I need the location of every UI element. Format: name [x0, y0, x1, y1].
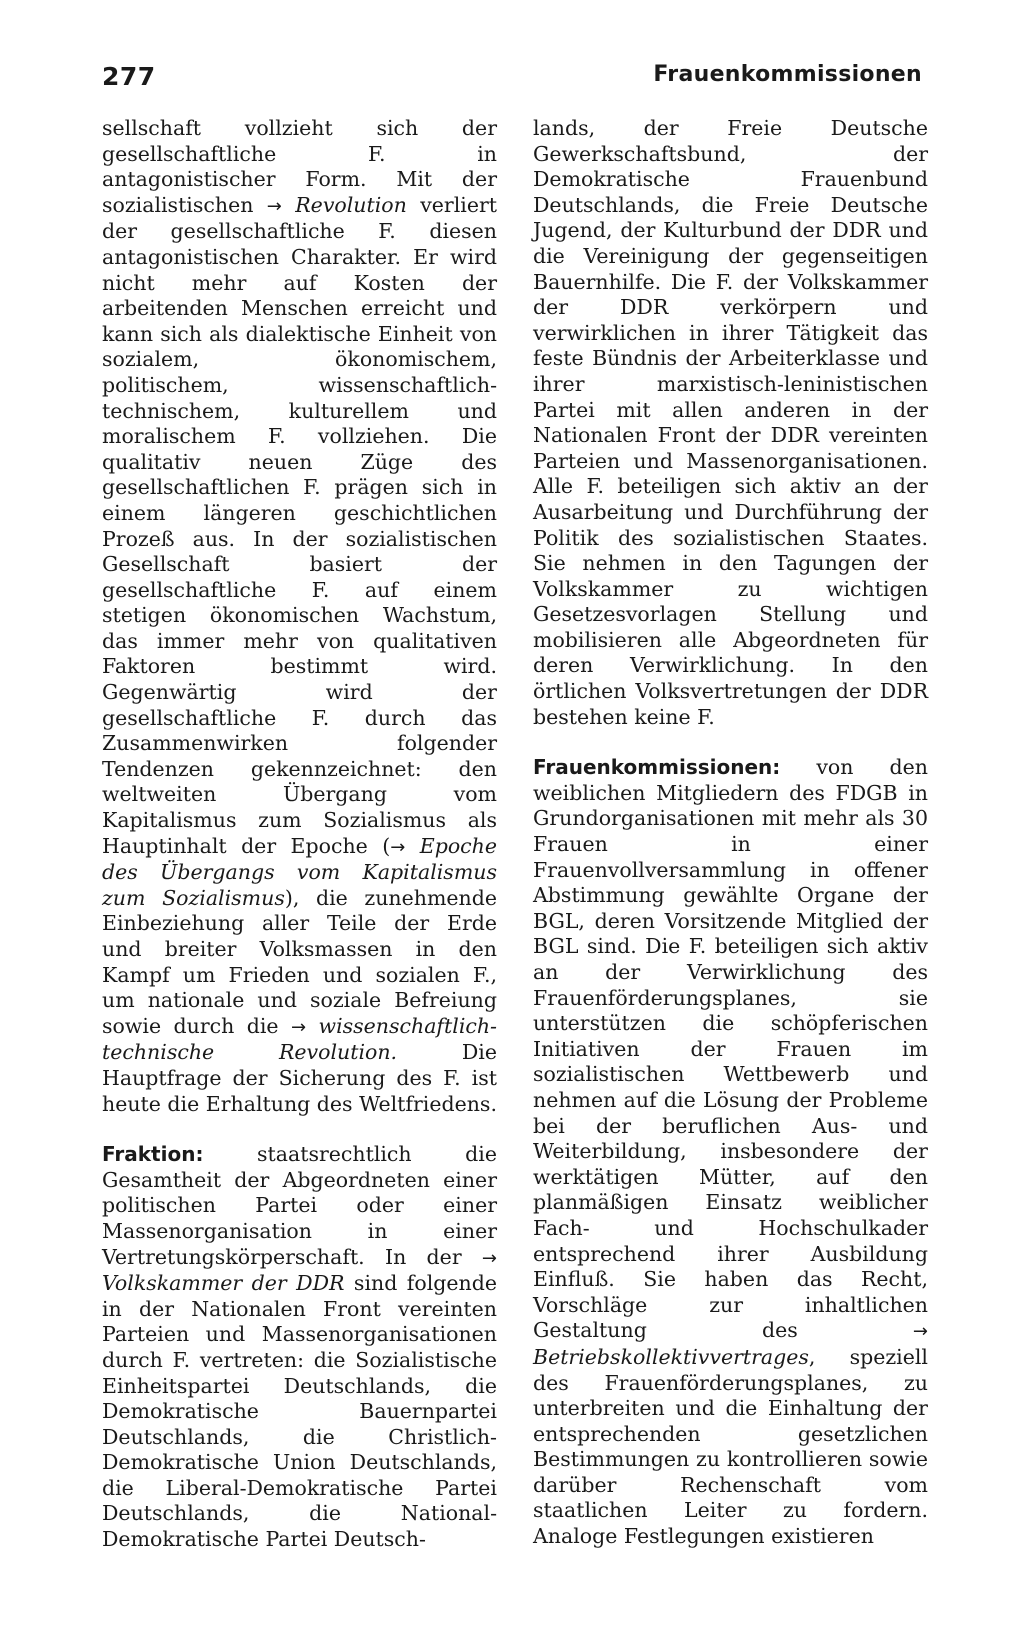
text-run: sellschaft vollzieht sich der gesellschaftliche F. in antagonistischer Form. Mit der sozialistischen [102, 116, 497, 217]
cross-reference-arrow-icon: → [291, 1016, 307, 1038]
page-number: 277 [102, 62, 156, 91]
right-column [533, 116, 928, 1550]
running-head: Frauenkommissionen [653, 62, 922, 87]
text-run: ), die zunehmende Einbeziehung aller Teile der Erde und breiter Volksmassen in den Kampf um Frieden und sozialen F., um nationale und soziale Befreiung sowie durch die [102, 885, 498, 1038]
cross-reference-wtr: wissenschaftlich-technische Revolution. [102, 1013, 497, 1065]
entry-frauenkommissionen [533, 755, 928, 1549]
text-run: Die Hauptfrage der Sicherung des F. ist heute die Erhaltung des Weltfriedens. [102, 1040, 497, 1116]
entry-fortschritt-continuation [102, 116, 497, 1117]
cross-reference-betriebskollektivvertrag: Betriebskollektivvertrages [533, 1344, 809, 1369]
entry-fraktion [102, 1142, 497, 1553]
text-run: verliert der gesellschaftliche F. diesen antagonistischen Charakter. Er wird nicht mehr auf Kosten der arbeitenden Menschen erreicht und kann sich als dialektische Einheit von sozialem, ökonomischem, politischem, wissenschaftlich-technischem, kulturellem und moralischem F. vollziehen. Die qualitativ neuen Züge des gesellschaftlichen F. prägen sich in einem längeren geschichtlichen Prozeß aus. In der sozialistischen Gesellschaft basiert der gesellschaftliche F. auf einem stetigen ökonomischen Wachstum, das immer mehr von qualitativen Faktoren bestimmt wird. Gegenwärtig wird der gesellschaftliche F. durch das Zusammenwirken folgender Tendenzen gekennzeichnet: den weltweiten Übergang vom Kapitalismus zum Sozialismus als Hauptinhalt der Epoche ( [102, 192, 497, 858]
text-run: sind folgende in der Nationalen Front vereinten Parteien und Massenorganisationen durch F. vertreten: die Sozialistische Einheitspartei Deutschlands, die Demokratische Bauernpartei Deutschlands, die Christlich-Demokratische Union Deutschlands, die Liberal-Demokratische Partei Deutschlands, die National-Demokratische Partei Deutsch- [102, 1271, 497, 1552]
cross-reference-arrow-icon: → [912, 1321, 928, 1343]
text-run: staatsrechtlich die Gesamtheit der Abgeordneten einer politischen Partei oder einer Massenorganisation in einer Vertretungskörperschaft. In der [102, 1142, 497, 1269]
cross-reference-epoche: Epoche des Übergangs vom Kapitalismus zum Sozialismus [102, 833, 497, 910]
page-header [102, 62, 922, 98]
cross-reference-arrow-icon: → [481, 1247, 497, 1269]
text-run: , speziell des Frauenförderungsplanes, zu unterbreiten und die Einhaltung der entsprechenden gesetzlichen Bestimmungen zu kontrollieren sowie darüber Rechenschaft vom staatlichen Leiter zu fordern. Analoge Festlegungen existieren [533, 1344, 928, 1549]
cross-reference-volkskammer: Volkskammer der DDR [102, 1271, 345, 1296]
cross-reference-revolution: Revolution [295, 192, 407, 217]
lemma-fraktion: Fraktion: [102, 1142, 204, 1167]
entry-fraktion-continuation: lands, der Freie Deutsche Gewerkschaftsbund, der Demokratische Frauenbund Deutschlands, die Freie Deutsche Jugend, der Kulturbund der DDR und die Vereinigung der gegenseitigen Bauernhilfe. Die F. der Volkskammer der DDR verkörpern und verwirklichen in ihrer Tätigkeit das feste Bündnis der Arbeiterklasse und ihrer marxistisch-leninistischen Partei mit allen anderen in der Nationalen Front der DDR vereinten Parteien und Massenorganisationen. Alle F. beteiligen sich aktiv an der Ausarbeitung und Durchführung der Politik des sozialistischen Staates. Sie nehmen in den Tagungen der Volkskammer zu wichtigen Gesetzesvorlagen Stellung und mobilisieren alle Abgeordneten für deren Verwirklichung. In den örtlichen Volksvertretungen der DDR bestehen keine F. [533, 116, 928, 729]
lemma-frauenkommissionen: Frauenkommissionen: [533, 755, 781, 780]
cross-reference-arrow-icon: → [390, 836, 406, 858]
left-column [102, 116, 497, 1553]
cross-reference-arrow-icon: → [266, 195, 282, 217]
text-run: von den weiblichen Mitgliedern des FDGB in Grundorganisationen mit mehr als 30 Frauen in einer Frauenvollversammlung in offener Abstimmung gewählte Organe der BGL, deren Vorsitzende Mitglied der BGL sind. Die F. beteiligen sich aktiv an der Verwirklichung des Frauenförderungsplanes, sie unterstützen die schöpferischen Initiativen der Frauen im sozialistischen Wettbewerb und nehmen auf die Lösung der Probleme bei der beruflichen Aus- und Weiterbildung, insbesondere der werktätigen Mütter, auf den planmäßigen Einsatz weiblicher Fach- und Hochschulkader entsprechend ihrer Ausbildung Einfluß. Sie haben das Recht, Vorschläge zur inhaltlichen Gestaltung des [533, 755, 928, 1343]
